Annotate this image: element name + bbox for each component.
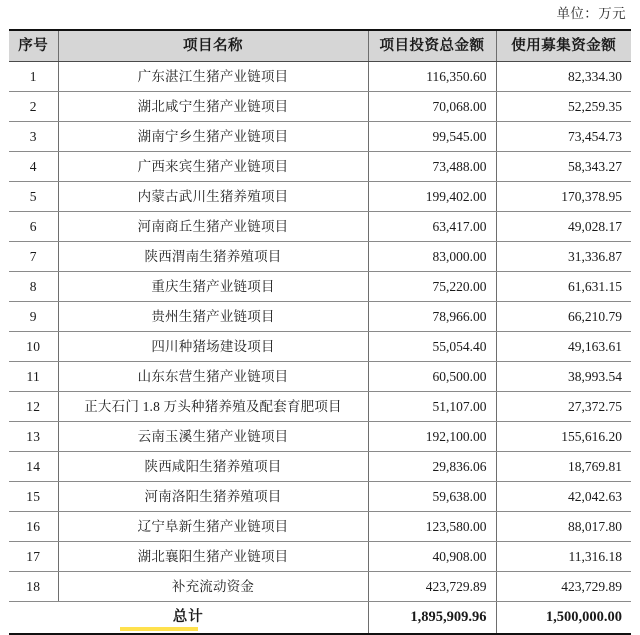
cell-index: 6 bbox=[9, 212, 58, 242]
cell-project-name: 贵州生猪产业链项目 bbox=[58, 302, 368, 332]
table-row bbox=[9, 452, 631, 482]
cell-total-investment: 51,107.00 bbox=[368, 392, 496, 422]
column-header-total-investment: 项目投资总金额 bbox=[368, 30, 496, 62]
cell-project-name: 陕西渭南生猪养殖项目 bbox=[58, 242, 368, 272]
column-header-index: 序号 bbox=[9, 30, 58, 62]
header-row bbox=[9, 30, 631, 62]
table-row bbox=[9, 122, 631, 152]
cell-index: 14 bbox=[9, 452, 58, 482]
cell-raised-funds: 42,042.63 bbox=[496, 482, 631, 512]
total-row bbox=[9, 602, 631, 635]
total-label: 总计 bbox=[9, 602, 368, 635]
cell-project-name: 河南洛阳生猪养殖项目 bbox=[58, 482, 368, 512]
cell-raised-funds: 11,316.18 bbox=[496, 542, 631, 572]
total-raised-funds-sum: 1,500,000.00 bbox=[496, 602, 631, 635]
table-row bbox=[9, 572, 631, 602]
table-header bbox=[9, 30, 631, 62]
cell-project-name: 广西来宾生猪产业链项目 bbox=[58, 152, 368, 182]
table-row bbox=[9, 272, 631, 302]
cell-raised-funds: 49,028.17 bbox=[496, 212, 631, 242]
table-row bbox=[9, 332, 631, 362]
cell-index: 10 bbox=[9, 332, 58, 362]
table-row bbox=[9, 182, 631, 212]
cell-total-investment: 63,417.00 bbox=[368, 212, 496, 242]
table-row bbox=[9, 422, 631, 452]
cell-raised-funds: 66,210.79 bbox=[496, 302, 631, 332]
table-row bbox=[9, 512, 631, 542]
table-row bbox=[9, 92, 631, 122]
cell-raised-funds: 18,769.81 bbox=[496, 452, 631, 482]
table-row bbox=[9, 212, 631, 242]
cell-project-name: 湖北咸宁生猪产业链项目 bbox=[58, 92, 368, 122]
table-row bbox=[9, 242, 631, 272]
cell-project-name: 云南玉溪生猪产业链项目 bbox=[58, 422, 368, 452]
cell-total-investment: 116,350.60 bbox=[368, 62, 496, 92]
cell-total-investment: 75,220.00 bbox=[368, 272, 496, 302]
cell-project-name: 重庆生猪产业链项目 bbox=[58, 272, 368, 302]
cell-index: 5 bbox=[9, 182, 58, 212]
table-row bbox=[9, 482, 631, 512]
cell-total-investment: 99,545.00 bbox=[368, 122, 496, 152]
table-row bbox=[9, 542, 631, 572]
cell-project-name: 湖南宁乡生猪产业链项目 bbox=[58, 122, 368, 152]
cell-raised-funds: 170,378.95 bbox=[496, 182, 631, 212]
highlight-sliver bbox=[120, 627, 198, 631]
cell-total-investment: 60,500.00 bbox=[368, 362, 496, 392]
table-row bbox=[9, 62, 631, 92]
cell-raised-funds: 82,334.30 bbox=[496, 62, 631, 92]
cell-total-investment: 70,068.00 bbox=[368, 92, 496, 122]
cell-project-name: 补充流动资金 bbox=[58, 572, 368, 602]
cell-index: 3 bbox=[9, 122, 58, 152]
cell-index: 13 bbox=[9, 422, 58, 452]
cell-index: 9 bbox=[9, 302, 58, 332]
cell-raised-funds: 52,259.35 bbox=[496, 92, 631, 122]
cell-project-name: 湖北襄阳生猪产业链项目 bbox=[58, 542, 368, 572]
cell-total-investment: 192,100.00 bbox=[368, 422, 496, 452]
cell-total-investment: 59,638.00 bbox=[368, 482, 496, 512]
cell-total-investment: 40,908.00 bbox=[368, 542, 496, 572]
unit-note: 单位：万元 bbox=[556, 6, 626, 21]
investment-projects-table bbox=[9, 29, 631, 635]
cell-index: 4 bbox=[9, 152, 58, 182]
cell-total-investment: 123,580.00 bbox=[368, 512, 496, 542]
cell-total-investment: 78,966.00 bbox=[368, 302, 496, 332]
table-row bbox=[9, 302, 631, 332]
cell-total-investment: 199,402.00 bbox=[368, 182, 496, 212]
cell-raised-funds: 73,454.73 bbox=[496, 122, 631, 152]
cell-total-investment: 73,488.00 bbox=[368, 152, 496, 182]
table-row bbox=[9, 362, 631, 392]
cell-total-investment: 83,000.00 bbox=[368, 242, 496, 272]
column-header-project-name: 项目名称 bbox=[58, 30, 368, 62]
cell-project-name: 辽宁阜新生猪产业链项目 bbox=[58, 512, 368, 542]
cell-raised-funds: 155,616.20 bbox=[496, 422, 631, 452]
cell-index: 8 bbox=[9, 272, 58, 302]
cell-raised-funds: 88,017.80 bbox=[496, 512, 631, 542]
table-row bbox=[9, 152, 631, 182]
column-header-raised-funds: 使用募集资金额 bbox=[496, 30, 631, 62]
cell-index: 11 bbox=[9, 362, 58, 392]
cell-index: 18 bbox=[9, 572, 58, 602]
cell-index: 15 bbox=[9, 482, 58, 512]
cell-raised-funds: 38,993.54 bbox=[496, 362, 631, 392]
cell-index: 7 bbox=[9, 242, 58, 272]
cell-index: 12 bbox=[9, 392, 58, 422]
cell-total-investment: 55,054.40 bbox=[368, 332, 496, 362]
cell-raised-funds: 58,343.27 bbox=[496, 152, 631, 182]
cell-total-investment: 29,836.06 bbox=[368, 452, 496, 482]
cell-project-name: 河南商丘生猪产业链项目 bbox=[58, 212, 368, 242]
cell-raised-funds: 49,163.61 bbox=[496, 332, 631, 362]
cell-total-investment: 423,729.89 bbox=[368, 572, 496, 602]
cell-project-name: 正大石门 1.8 万头种猪养殖及配套育肥项目 bbox=[58, 392, 368, 422]
cell-raised-funds: 61,631.15 bbox=[496, 272, 631, 302]
cell-project-name: 陕西咸阳生猪养殖项目 bbox=[58, 452, 368, 482]
cell-index: 1 bbox=[9, 62, 58, 92]
cell-raised-funds: 31,336.87 bbox=[496, 242, 631, 272]
cell-index: 2 bbox=[9, 92, 58, 122]
cell-project-name: 内蒙古武川生猪养殖项目 bbox=[58, 182, 368, 212]
cell-raised-funds: 27,372.75 bbox=[496, 392, 631, 422]
total-investment-sum: 1,895,909.96 bbox=[368, 602, 496, 635]
table-row bbox=[9, 392, 631, 422]
cell-project-name: 广东湛江生猪产业链项目 bbox=[58, 62, 368, 92]
cell-raised-funds: 423,729.89 bbox=[496, 572, 631, 602]
table-body bbox=[9, 62, 631, 635]
cell-index: 16 bbox=[9, 512, 58, 542]
cell-project-name: 四川种猪场建设项目 bbox=[58, 332, 368, 362]
cell-project-name: 山东东营生猪产业链项目 bbox=[58, 362, 368, 392]
cell-index: 17 bbox=[9, 542, 58, 572]
